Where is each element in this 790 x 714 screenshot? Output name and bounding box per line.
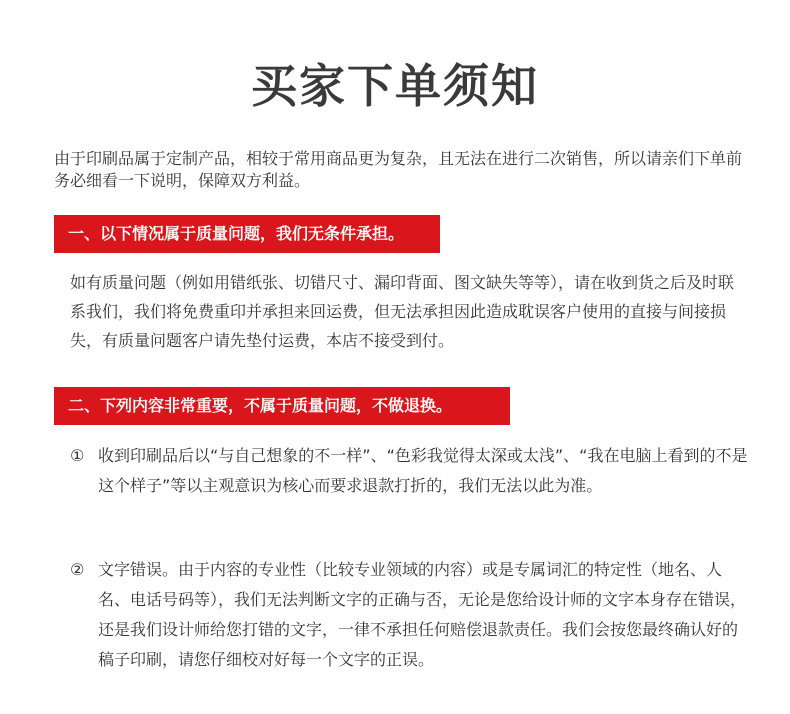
item-number: ② xyxy=(70,560,85,579)
page-title: 买家下单须知 xyxy=(251,59,539,113)
item-text: 收到印刷品后以“与自己想象的不一样”、“色彩我觉得太深或太浅”、“我在电脑上看到的不是这个样子”等以主观意识为核心而要求退款打折的，我们无法以此为准。 xyxy=(98,446,748,495)
section-1-heading-banner: 一、以下情况属于质量问题，我们无条件承担。 xyxy=(54,215,440,253)
section-1-body: 如有质量问题（例如用错纸张、切错尺寸、漏印背面、图文缺失等等），请在收到货之后及时联系我们，我们将免费重印并承担来回运费，但无法承担因此造成耽误客户使用的直接与间接损失，有质量问题客户请先垫付运费，本店不接受到付。 xyxy=(70,273,735,350)
item-number: ① xyxy=(70,446,85,465)
intro-text: 由于印刷品属于定制产品，相较于常用商品更为复杂，且无法在进行二次销售，所以请亲们下单前务必细看一下说明，保障双方利益。 xyxy=(54,149,743,190)
section-2-heading-banner: 二、下列内容非常重要，不属于质量问题，不做退换。 xyxy=(54,387,510,425)
list-item xyxy=(70,441,750,501)
list-item xyxy=(70,555,750,675)
item-text: 文字错误。由于内容的专业性（比较专业领域的内容）或是专属词汇的特定性（地名、人名、电话号码等），我们无法判断文字的正确与否，无论是您给设计师的文字本身存在错误，还是我们设计师给您打错的文字，一律不承担任何赔偿退款责任。我们会按您最终确认好的稿子印刷，请您仔细校对好每一个文字的正误。 xyxy=(98,560,747,669)
